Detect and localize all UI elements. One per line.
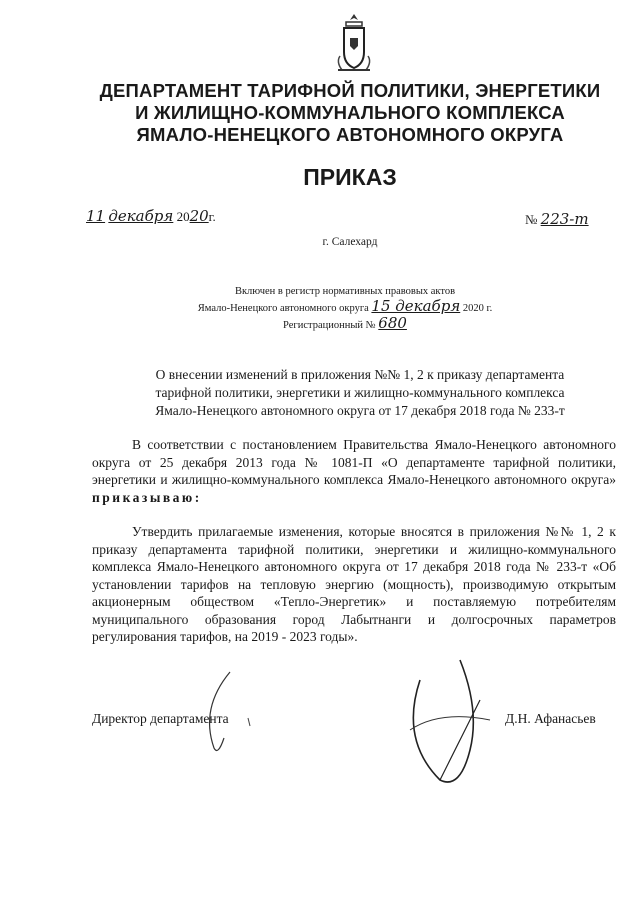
date-day: 11 (86, 207, 106, 225)
document-number (525, 210, 589, 228)
number-value: 223-т (540, 210, 589, 228)
date-year-prefix: 20 (176, 209, 190, 224)
coat-of-arms-icon (332, 12, 376, 74)
signature-icon (380, 640, 500, 800)
date-year-unit: г. (208, 209, 216, 224)
department-title-line3: ЯМАЛО-НЕНЕЦКОГО АВТОНОМНОГО ОКРУГА (136, 124, 564, 145)
document-date (86, 207, 216, 225)
registration-line2 (180, 299, 510, 316)
signer-name: Д.Н. Афанасьев (505, 711, 596, 726)
paragraph1-text: В соответствии с постановлением Правительства Ямало-Ненецкого автономного округа от 25 декабря 2013 года № 1081-П «О департаменте тарифной политики, энергетики и жилищно-коммунального комплекса Ямало-Ненецкого автономного округа» (92, 437, 616, 487)
date-month: декабря (108, 207, 174, 225)
body-paragraph-2 (92, 523, 616, 646)
registration-number-handwritten: 680 (378, 314, 407, 332)
registration-number-label: Регистрационный № (283, 320, 376, 331)
registration-line3 (180, 316, 510, 333)
paragraph1-command: приказываю: (92, 489, 202, 505)
paragraph2-text: Утвердить прилагаемые изменения, которые вносятся в приложения №№ 1, 2 к приказу департамента тарифной политики, энергетики и жилищно-коммунального комплекса Ямало-Ненецкого автономного округа от 17 декабря 2018 года № 233-т «Об установлении тарифов на тепловую энергию (мощность), производимую открытым акционерным обществом «Тепло-Энергетик» и поставляемую потребителям муниципального образования город Лабытнанги и долгосрочных параметров регулирования тарифов, на 2019 - 2023 годы». (92, 524, 616, 644)
subject-line3: Ямало-Ненецкого автономного округа от 17 декабря 2018 года № 233-т (155, 403, 565, 418)
department-title-line2: И ЖИЛИЩНО-КОММУНАЛЬНОГО КОМПЛЕКСА (135, 102, 565, 123)
number-prefix: № (525, 212, 538, 227)
document-subject (100, 366, 620, 420)
registration-stamp (180, 284, 510, 333)
body-paragraph-1 (92, 436, 616, 506)
subject-line1: О внесении изменений в приложения №№ 1, 2 к приказу департамента (155, 367, 565, 382)
department-title (60, 80, 640, 146)
subject-line2: тарифной политики, энергетики и жилищно-коммунального комплекса (155, 385, 565, 400)
registration-line2-prefix: Ямало-Ненецкого автономного округа (197, 303, 369, 314)
registration-date-handwritten: 15 декабря (371, 297, 461, 315)
registration-line1: Включен в регистр нормативных правовых актов (234, 286, 456, 297)
signer-title: Директор департамента (92, 711, 229, 726)
registration-line2-suffix: 2020 г. (462, 303, 493, 314)
department-title-line1: ДЕПАРТАМЕНТ ТАРИФНОЙ ПОЛИТИКИ, ЭНЕРГЕТИКИ (99, 80, 601, 101)
city: г. Салехард (322, 236, 378, 248)
document-type: ПРИКАЗ (303, 164, 397, 190)
date-year-suffix: 20 (189, 207, 209, 225)
